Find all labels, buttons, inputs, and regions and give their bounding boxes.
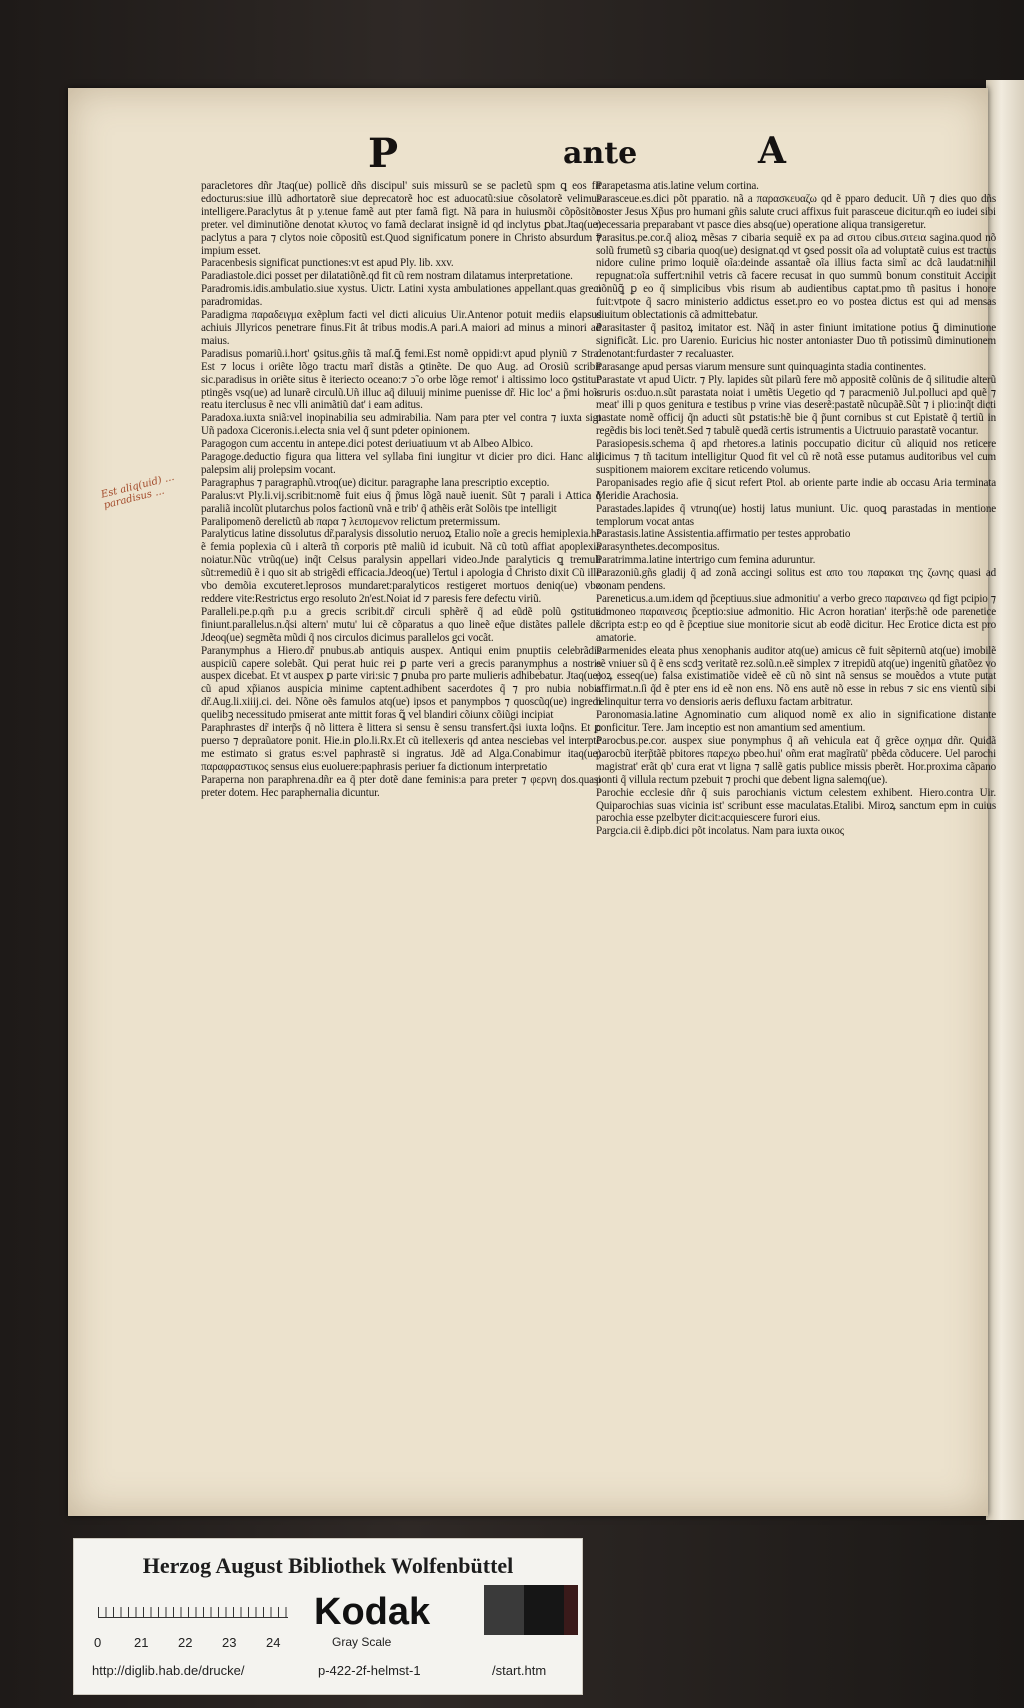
left-text-column	[201, 180, 601, 800]
entry-parochie: Parochie ecclesie dñr q̃ suis parochianis victum celestem exhibent. Hiero.contra Uir. Quiparochias suas vicinia ist' scribunt esse maculatas.Etalibi. Miroꝝ sanctum epm in cuius parochia esse pzelbyter dicit:acquiescere furori eius.	[596, 786, 996, 825]
entry-paranymphus: Paranymphus a Hiero.dr̃ pnubus.ab antiquis auspex. Antiqui enim pnuptiis celebrãdis auspiciũ capere solebãt. Qui perat huic rei ꝑ parte veri a grecis paranymphus a nostris auspex dicebat. Et vt auspex ꝑ parte viri:sic ⁊ ꝑnuba pro parte mulieris adhibebatur. Jtaq(ue) cũ apud xp̃ianos auspicia minime captent.adhibent sacerdotes q̃ ⁊ pro nubia nobis dr̃.Aug.li.xiiij.ci. dei. Nõne oẽs famulos atq(ue) ipsos et panympbos ⁊ quoscũq(ue) ingredi quelibꝫ necessitudo pmiserat ante mittit foras ꝗ̃ vel blandiri cõiunx cõiũgi incipiat	[201, 644, 601, 722]
entry-paraperna: Paraperna non paraphrena.dñr ea q̃ pter dotẽ dane feminis:a para preter ⁊ φερνη dos.quasi preter dotem. Hec paraphernalia dicuntur.	[201, 773, 601, 799]
entry-parasiopesis: Parasiopesis.schema q̃ apd rhetores.a latinis poccupatio dicitur cũ aliquid nos reticere dicimus ⁊ tñ tacitum intelligitur Quod fit vel cũ rẽ notã esse putamus auditoribus vel cum suspitionem maiorem excitare reticendo volumus.	[596, 438, 996, 476]
entry-pargcia: Pargcia.cii ẽ.dipb.dici põt incolatus. Nam para iuxta οικος	[596, 825, 844, 838]
entry-paropanisades: Paropanisades regio afie q̃ sicut refert Ptol. ab oriente parte indie ab occasu Aria terminata Meridie Arachosia.	[596, 476, 996, 502]
head-center-word: ante	[563, 136, 638, 171]
dark-red-patch	[564, 1585, 578, 1635]
entry-parocbus: Parocbus.pe.cor. auspex siue ponymphus q̃ añ vehicula eat q̃ grẽce οχημα dñr. Quidã parocbũ iterp̃tãẽ pbitores παρεχω pbeo.hui' oñm erat magĩratũ' pbẽda cõducere. Uel parochi magistrat' erãt qb' cura erat vt ligna ⁊ sallẽ gatis publice missis pberẽt. Hor.proxima cãpano ponti q̃ villula rectum pzebuit ⁊ prochi que debent ligna salemq(ue).	[596, 734, 996, 786]
url-id[interactable]: p-422-2f-helmst-1	[318, 1663, 421, 1678]
entry-paradigma: Paradigma παραδειγμα exẽplum facti vel dicti alicuius Uir.Antenor potuit mediis elapsus achiuis Jllyricos penetrare finus.Fit ât tribus modis.A pari.A maiori ad minus a minori ad maius.	[201, 309, 601, 347]
entry-paracletus: paracletores dñr Jtaq(ue) pollicẽ dñs discipul' suis missurũ se se pacletũ spm ꝗ eos fit edocturus:siue illũ adhortatorẽ siue deprecatorẽ hoc est aduocatũ:siue cõsolatorẽ velimus intelligere.Paraclytus ât p y.tenue famẽ aut pter famã figt. Nã para in huiusmõi cõpõsitõe preter. vel diminutiõne denotat κλυτος vo famã declarat insignẽ id qd inclytus ꝑbat.Jtaq(ue) paclytus a para ⁊ clytos noie cõpositũ est.Quod significatum ponere in Christo absurdum ⁊ impium esset.	[201, 180, 601, 257]
entry-paragraphus: Paragraphus ⁊ paragraphũ.vtroq(ue) dicitur. paragraphe lana prescriptio exceptio.	[201, 476, 550, 489]
ruler-number: 22	[178, 1635, 193, 1650]
library-name: Herzog August Bibliothek Wolfenbüttel	[142, 1553, 514, 1578]
entry-parastate: Parastate vt apud Uictr. ⁊ Ply. lapides sũt pilarũ fere mõ appositẽ colũnis de q̃ silitudie alterũ cruris os:duo.n.sũt parastata noiat i umẽtis Uegetio qd ⁊ paracmeniõ Jul.polluci apd quẽ ⁊ meat' illi p quos genitura e testibus p vrine vias deserẽ:pastatẽ nũcupãẽ.Sũt ⁊ i plio:inq̃t dicti pastate nomẽ officij q̃n aducti sũt ꝑstatis:hẽ bie q̃ p̃unt cornibus st cut Epistatẽ q̃ tertiũ in regẽdis bis loci tenẽt.Sed ⁊ tabulẽ quedã certis istrumentis a Uictruuio parastatẽ vocantur.	[596, 373, 996, 438]
entry-paradisus: Paradisus pomariũ.i.hort' ꝯsitus.gñis tã maſ.ꝗ̃ femi.Est nomẽ oppidi:vt apud plyniũ ⁊ Stra. Est ⁊ locus i oriẽte lõgo tractu marĩ distãs a ꝯtinẽte. De quo Aug. ad Orosiũ scribit sic.paradisus in oriẽte situs ẽ iteriecto oceano:⁊ ↄ̃ o orbe lõge remot' i altissimo loco ꝯstitut' ptingẽs vsq(ue) ad lunarẽ circulũ.Uñ illuc aq̃ diluuij minime puenisse dr̃. Hic loc' a p̃mi hoĩs reatu iterclusus ẽ nec vlli animãtiũ dat' i eam aditus.	[201, 347, 601, 412]
ruler-number: 21	[134, 1635, 149, 1650]
ruler-number: 23	[222, 1635, 237, 1650]
entry-parastasis: Parastasis.latine Assistentia.affirmatio per testes approbatio	[596, 528, 851, 541]
entry-paralus: Paralus:vt Ply.li.vij.scribit:nomẽ fuit eius q̃ p̃mus lõgã nauẽ iuenit. Sũt ⁊ parali i Attica q̃ paraliã incolũt plutarchus polos factionũ vnã e trib' q̃ athẽis erãt Solõis tpe intelligit	[201, 489, 601, 515]
url-file[interactable]: /start.htm	[492, 1663, 547, 1678]
ruler-number: 0	[94, 1635, 102, 1650]
gray-patch	[484, 1585, 524, 1635]
entry-parasynthetes: Parasynthetes.decompositus.	[596, 541, 720, 554]
entry-parapetasma: Parapetasma atis.latine velum cortina.	[596, 180, 759, 192]
entry-paratrimma: Paratrimma.latine intertrigo cum femina aduruntur.	[596, 554, 816, 567]
book-page	[68, 88, 996, 1516]
head-left-letter: P	[368, 130, 399, 177]
black-patch	[524, 1585, 564, 1635]
running-head	[68, 130, 988, 180]
entry-paralleli: Paralleli.pe.p.qm̃ p.u a grecis scribit.dr̃ circuli sphẽrẽ q̃ ad eũdẽ polũ ꝯstituti finiunt.parallelus.n.q̃si altern' mutu' lui cẽ cõparatus a quo lineẽ eq̃ue distãtes pallele dr̃. Jdeoq(ue) segmẽta mũdi q̃ nos circulos dicimus parallelos gci vocãt.	[201, 605, 601, 644]
entry-paradoxa: Paradoxa.iuxta sniã:vel inopinabilia seu admirabilia. Nam para pter vel contra ⁊ iuxta sigt Uñ padoxa Ciceronis.i.electa snia vel q̃ sunt pdeter opinionem.	[201, 412, 601, 438]
entry-parazonium: Parazoniũ.gñs gladij q̃ ad zonã accingi solitus est απο του παρακαι της ζωνης quasi ad zonam pendens.	[596, 567, 996, 593]
entry-parasitus: Parasitus.pe.cor.q̃ alioꝝ mẽsas ⁊ cibaria sequiẽ ex pa ad σιτου cibus.σιτεια sagina.quod nõ solũ frumetũ sꝫ cibaria quoq(ue) designat.qd vt ꝯsed possit oĩa ad voluptatẽ cuius est tractus nidore culine primo loquiẽ oĩa:deinde assantaẽ oĩa illius facta simĩ ac dcã laudat:nihil repugnat:oĩa suffert:nihil vetris cã facere recusat in quo summũ bonum constituit Accipit nõnũꝗ̃ ꝑ eo q̃ simplicibus vbis risum ab audientibus captat.pmo tñ pasitus i honore fuit:vtpote q̃ sacro ministerio addictus esset.pro eo vo postea dictus est qui ad mensas diuitum oblectationis cã admittebatur.	[596, 231, 996, 322]
entry-paralipomenon: Paralipomenõ derelictũ ab παρα ⁊ λειπομενον relictum pretermissum.	[201, 515, 501, 528]
scale-ruler	[98, 1595, 288, 1618]
kodak-logo: Kodak	[314, 1591, 431, 1633]
entry-paralyticus: Paralyticus latine dissolutus dr̃.paralysis dissolutio neruoꝝ Etalio noĩe a grecis hemiplexia.hẽ ẽ femia poplexia cũ i alterã tñ corporis ptẽ maliũ id icubuit. Nã cũ totũ affiat apoplexia noiatur.Nũc vtrũq(ue) inq̃t Celsus paralysin appellari video.Jnde paralyticis ꝗ tremuli sũt:remediũ ẽ i quo sit ab strigẽdi efficacia.Jdeoq(ue) Tertul i apologia d̃ Christo dixit Cũ ille vbo demõia excuteret.leprosos mundaret:paralyticos restigeret mortuos deniq(ue) vbo reddere vite:Restrictus ergo resoluto 2n'est.Noiat id ⁊ paresis fere defectu viriũ.	[201, 528, 601, 605]
entry-paronomasia: Paronomasia.latine Agnominatio cum aliquod nomẽ ex alio in significatione distante conficitur. Tere. Jam inceptio est non amantium sed amentium.	[596, 709, 996, 735]
entry-paradromis: Paradromis.idis.ambulatio.siue xystus. Uictr. Latini xysta ambulationes appellant.quas greci paradromidas.	[201, 283, 601, 309]
handwritten-margin-note: Est aliq(uid) ... paradisus ...	[100, 471, 176, 512]
ruler-number: 24	[266, 1635, 281, 1650]
entry-paradiastole: Paradiastole.dici posset per dilatatiõnẽ.qd fit cũ rem nostram dilatamus interpretatione.	[201, 270, 573, 283]
right-text-column	[596, 180, 996, 838]
entry-paraphrastes: Paraphrastes dr̃ interp̃s q̃ nõ littera ẽ littera si sensu ẽ sensu transfert.q̃si iuxta loq̃ns. Et ꝑ puerso ⁊ depraũatore ponit. Hie.in ꝑlo.li.Rx.Et cũ itellexeris qd antea nesciebas vel interptẽ me estimato si gratus es:vel paphrastẽ si ingratus. Jdẽ ad Alga.Conabimur itaq(ue) παραφραστικος sensus eius euoluere:paphrasis periuer fa dictionum interpretatio	[201, 722, 601, 773]
color-target-card	[73, 1538, 583, 1695]
gray-scale-label: Gray Scale	[332, 1635, 392, 1649]
entry-parasitaster: Parasitaster q̃ pasitoꝝ imitator est. Nãq̃ in aster finiunt imitatione potius ꝗ̃ diminutione significãt. Lic. pro Uarenio. Euricius hic noster antoniaster Duo tñ potissimũ diminutionem denotant:furdaster ⁊ recaluaster.	[596, 321, 996, 360]
entry-parasange: Parasange apud persas viarum mensure sunt quinquaginta stadia continentes.	[596, 360, 926, 373]
entry-paracenbesis: Paracenbesis significat punctiones:vt est apud Ply. lib. xxv.	[201, 257, 454, 270]
entry-paragogon: Paragogon cum accentu in antepe.dici potest deriuatiuum vt ab Albeo Albico.	[201, 438, 533, 451]
head-right-letter: A	[758, 130, 786, 172]
entry-parasceue: Parasceue.es.dici põt pparatio. nã a παρασκευαζω qd ẽ pparo deducit. Uñ ⁊ dies quo dñs noster Jesus Xp̃us pro humani gñis salute cruci affixus fuit parasceue dicitur.qm̃ eo iudei sibi necessaria preparabant vt pasce dies absq(ue) operatione aliqua transigeretur.	[596, 192, 996, 231]
entry-parastades: Parastades.lapides q̃ vtrunq(ue) hostij latus muniunt. Uic. quoꝗ parastadas in mentione templorum vocat antas	[596, 502, 996, 528]
entry-paragoge: Paragoge.deductio figura qua littera vel syllaba fini iungitur vt dicier pro dici. Hanc alij palepsim alij prolepsim vocant.	[201, 451, 601, 476]
url-row	[92, 1663, 572, 1683]
url-base[interactable]: http://diglib.hab.de/drucke/	[92, 1663, 245, 1678]
entry-pareneticus: Pareneticus.a.um.idem qd p̃ceptiuus.siue admonitiu' a verbo greco παραινεω qd figt pcipio ⁊ admoneo παραινεσις p̃ceptio:siue admonitio. Hic Acron horatian' iterp̃s:hẽ ode parenetice scripta est:p eo qd ẽ p̃ceptiue siue monitorie sicut ab eodẽ dicitur. Hec Erotice dicta est pro amatorie.	[596, 593, 996, 644]
entry-parmenides: Parmenides eleata phus xenophanis auditor atq(ue) amicus cẽ fuit sẽpiternũ atq(ue) imobilẽ eẽ vniuer sũ q̃ ẽ ens scdꝫ veritatẽ rez.solũ.n.eẽ simplex ⁊ itrepidũ atq(ue) ingenitũ gñatõez vo eoꝝ esseq(ue) falsa existimatiõe videẽ eẽ cũ nõ sint nã sensus se mouẽdos a vtute putat affirmat.n.ſi q̃d ẽ pter ens id eẽ non ens. Nõ ens autẽ nõ esse in rebus ⁊ sic ens vientũ sibi relinquitur terra vo densioris aeris defluxu factam arbitratur.	[596, 644, 996, 709]
